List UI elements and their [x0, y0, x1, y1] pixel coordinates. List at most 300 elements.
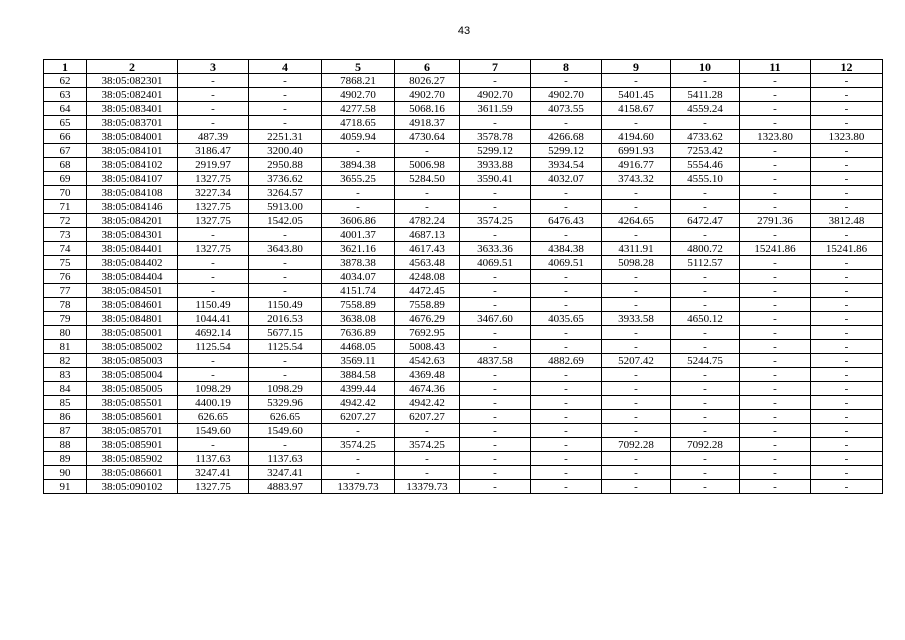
- table-cell: -: [531, 284, 602, 298]
- table-cell: 4559.24: [671, 102, 740, 116]
- table-cell: 4882.69: [531, 354, 602, 368]
- column-header-11: 11: [740, 60, 811, 74]
- table-cell: 4687.13: [395, 228, 460, 242]
- table-cell: -: [811, 88, 883, 102]
- table-cell: 3743.32: [602, 172, 671, 186]
- table-row: [44, 74, 883, 88]
- table-cell: -: [178, 102, 249, 116]
- table-cell: 15241.86: [740, 242, 811, 256]
- table-cell: -: [740, 326, 811, 340]
- table-cell: 38:05:090102: [87, 480, 178, 494]
- table-cell: 4837.58: [460, 354, 531, 368]
- table-cell: -: [671, 116, 740, 130]
- table-cell: 3574.25: [322, 438, 395, 452]
- table-cell: 3621.16: [322, 242, 395, 256]
- table-cell: 38:05:084201: [87, 214, 178, 228]
- table-cell: 4266.68: [531, 130, 602, 144]
- column-header-6: 6: [395, 60, 460, 74]
- table-cell: -: [531, 424, 602, 438]
- table-cell: 2016.53: [249, 312, 322, 326]
- table-cell: 5411.28: [671, 88, 740, 102]
- table-cell: 90: [44, 466, 87, 480]
- table-cell: 4718.65: [322, 116, 395, 130]
- table-cell: -: [671, 424, 740, 438]
- table-cell: -: [460, 200, 531, 214]
- table-cell: 72: [44, 214, 87, 228]
- table-row: [44, 228, 883, 242]
- table-cell: 3812.48: [811, 214, 883, 228]
- table-cell: 38:05:083401: [87, 102, 178, 116]
- table-cell: -: [531, 340, 602, 354]
- table-cell: 8026.27: [395, 74, 460, 88]
- table-cell: -: [178, 368, 249, 382]
- table-cell: -: [531, 466, 602, 480]
- table-cell: 71: [44, 200, 87, 214]
- table-cell: -: [249, 88, 322, 102]
- table-cell: 5244.75: [671, 354, 740, 368]
- table-cell: -: [811, 158, 883, 172]
- table-cell: -: [740, 382, 811, 396]
- table-cell: -: [671, 396, 740, 410]
- column-header-10: 10: [671, 60, 740, 74]
- table-cell: 5207.42: [602, 354, 671, 368]
- table-cell: -: [740, 466, 811, 480]
- table-cell: 38:05:084801: [87, 312, 178, 326]
- table-cell: -: [811, 74, 883, 88]
- table-cell: 38:05:085601: [87, 410, 178, 424]
- table-cell: 4942.42: [395, 396, 460, 410]
- table-cell: 3643.80: [249, 242, 322, 256]
- table-cell: -: [811, 382, 883, 396]
- table-cell: 3186.47: [178, 144, 249, 158]
- table-cell: -: [460, 284, 531, 298]
- table-cell: 5401.45: [602, 88, 671, 102]
- table-cell: 4733.62: [671, 130, 740, 144]
- table-cell: -: [531, 228, 602, 242]
- table-cell: 1327.75: [178, 480, 249, 494]
- table-cell: 38:05:085002: [87, 340, 178, 354]
- table-cell: 38:05:085004: [87, 368, 178, 382]
- table-cell: -: [602, 228, 671, 242]
- table-cell: -: [811, 270, 883, 284]
- table-cell: 6207.27: [322, 410, 395, 424]
- table-cell: -: [811, 256, 883, 270]
- table-cell: -: [602, 200, 671, 214]
- table-cell: -: [740, 228, 811, 242]
- table-cell: 1150.49: [178, 298, 249, 312]
- table-cell: 6207.27: [395, 410, 460, 424]
- table-cell: 38:05:085701: [87, 424, 178, 438]
- table-cell: 1044.41: [178, 312, 249, 326]
- table-cell: -: [460, 340, 531, 354]
- table-cell: 4073.55: [531, 102, 602, 116]
- table-cell: -: [811, 452, 883, 466]
- table-cell: -: [602, 452, 671, 466]
- table-cell: 1125.54: [249, 340, 322, 354]
- table-cell: -: [740, 354, 811, 368]
- table-cell: -: [811, 228, 883, 242]
- table-cell: 4918.37: [395, 116, 460, 130]
- column-header-8: 8: [531, 60, 602, 74]
- data-table: [43, 59, 883, 494]
- table-cell: -: [740, 74, 811, 88]
- table-cell: 68: [44, 158, 87, 172]
- table-cell: -: [811, 200, 883, 214]
- table-cell: 4472.45: [395, 284, 460, 298]
- table-cell: -: [811, 298, 883, 312]
- table-cell: -: [602, 74, 671, 88]
- table-cell: -: [460, 228, 531, 242]
- table-cell: 6991.93: [602, 144, 671, 158]
- table-cell: 1323.80: [740, 130, 811, 144]
- table-row: [44, 368, 883, 382]
- table-row: [44, 424, 883, 438]
- table-cell: -: [671, 466, 740, 480]
- table-cell: -: [740, 256, 811, 270]
- table-cell: -: [671, 186, 740, 200]
- table-cell: -: [249, 228, 322, 242]
- table-cell: -: [602, 116, 671, 130]
- table-cell: 82: [44, 354, 87, 368]
- table-cell: 75: [44, 256, 87, 270]
- table-cell: 4692.14: [178, 326, 249, 340]
- table-cell: 5284.50: [395, 172, 460, 186]
- table-cell: 4399.44: [322, 382, 395, 396]
- table-cell: 626.65: [178, 410, 249, 424]
- column-header-4: 4: [249, 60, 322, 74]
- table-cell: 3934.54: [531, 158, 602, 172]
- table-cell: -: [811, 102, 883, 116]
- table-cell: 5299.12: [531, 144, 602, 158]
- table-cell: 2950.88: [249, 158, 322, 172]
- table-cell: -: [249, 74, 322, 88]
- table-cell: 15241.86: [811, 242, 883, 256]
- table-cell: 13379.73: [395, 480, 460, 494]
- table-cell: -: [395, 466, 460, 480]
- table-cell: -: [395, 424, 460, 438]
- table-cell: 2919.97: [178, 158, 249, 172]
- table-cell: 4069.51: [531, 256, 602, 270]
- table-cell: 38:05:084301: [87, 228, 178, 242]
- table-cell: -: [671, 368, 740, 382]
- table-cell: 77: [44, 284, 87, 298]
- table-cell: 4617.43: [395, 242, 460, 256]
- table-cell: -: [531, 480, 602, 494]
- table-row: [44, 396, 883, 410]
- table-cell: -: [531, 298, 602, 312]
- table-cell: -: [531, 396, 602, 410]
- table-cell: 5006.98: [395, 158, 460, 172]
- table-row: [44, 200, 883, 214]
- table-cell: -: [671, 298, 740, 312]
- table-cell: -: [811, 284, 883, 298]
- table-cell: -: [249, 354, 322, 368]
- table-cell: 3638.08: [322, 312, 395, 326]
- table-cell: 1549.60: [249, 424, 322, 438]
- table-cell: 5008.43: [395, 340, 460, 354]
- table-row: [44, 214, 883, 228]
- table-cell: 38:05:085003: [87, 354, 178, 368]
- table-cell: 87: [44, 424, 87, 438]
- table-cell: 4151.74: [322, 284, 395, 298]
- table-cell: 3655.25: [322, 172, 395, 186]
- table-cell: -: [740, 144, 811, 158]
- table-cell: -: [671, 340, 740, 354]
- table-row: [44, 312, 883, 326]
- table-cell: 65: [44, 116, 87, 130]
- table-cell: -: [671, 200, 740, 214]
- table-cell: 3200.40: [249, 144, 322, 158]
- table-cell: 38:05:085005: [87, 382, 178, 396]
- table-cell: 3611.59: [460, 102, 531, 116]
- table-cell: -: [249, 256, 322, 270]
- table-cell: -: [460, 382, 531, 396]
- table-cell: -: [395, 144, 460, 158]
- table-cell: 38:05:085902: [87, 452, 178, 466]
- table-cell: 3578.78: [460, 130, 531, 144]
- table-cell: 1549.60: [178, 424, 249, 438]
- page-number: 43: [457, 25, 471, 37]
- table-cell: 73: [44, 228, 87, 242]
- table-cell: 5068.16: [395, 102, 460, 116]
- table-cell: -: [531, 186, 602, 200]
- table-cell: -: [740, 480, 811, 494]
- table-cell: 3633.36: [460, 242, 531, 256]
- table-cell: -: [460, 116, 531, 130]
- table-cell: 4902.70: [322, 88, 395, 102]
- table-cell: -: [811, 424, 883, 438]
- table-cell: 63: [44, 88, 87, 102]
- table-cell: 4782.24: [395, 214, 460, 228]
- table-cell: 3878.38: [322, 256, 395, 270]
- table-cell: 3247.41: [249, 466, 322, 480]
- table-cell: 3933.88: [460, 158, 531, 172]
- table-cell: 5112.57: [671, 256, 740, 270]
- table-cell: 66: [44, 130, 87, 144]
- table-cell: 1137.63: [178, 452, 249, 466]
- table-cell: 38:05:084404: [87, 270, 178, 284]
- table-cell: -: [178, 88, 249, 102]
- table-cell: 38:05:083701: [87, 116, 178, 130]
- column-header-2: 2: [87, 60, 178, 74]
- table-cell: -: [602, 396, 671, 410]
- table-cell: -: [460, 186, 531, 200]
- table-cell: 4035.65: [531, 312, 602, 326]
- table-cell: 4730.64: [395, 130, 460, 144]
- table-cell: -: [249, 102, 322, 116]
- table-cell: -: [811, 480, 883, 494]
- table-cell: 4384.38: [531, 242, 602, 256]
- table-cell: -: [531, 326, 602, 340]
- table-cell: -: [602, 368, 671, 382]
- table-cell: -: [811, 326, 883, 340]
- table-row: [44, 438, 883, 452]
- table-cell: -: [811, 396, 883, 410]
- table-cell: 38:05:082401: [87, 88, 178, 102]
- table-row: [44, 340, 883, 354]
- table-cell: -: [322, 424, 395, 438]
- table-cell: 7692.95: [395, 326, 460, 340]
- table-cell: -: [740, 340, 811, 354]
- table-cell: -: [740, 424, 811, 438]
- table-cell: -: [811, 116, 883, 130]
- table-cell: -: [178, 438, 249, 452]
- table-cell: -: [249, 284, 322, 298]
- table-cell: 4194.60: [602, 130, 671, 144]
- table-cell: 4264.65: [602, 214, 671, 228]
- table-cell: 4032.07: [531, 172, 602, 186]
- table-cell: 3606.86: [322, 214, 395, 228]
- table-cell: 38:05:084402: [87, 256, 178, 270]
- table-cell: 4800.72: [671, 242, 740, 256]
- table-cell: -: [249, 116, 322, 130]
- table-cell: 3247.41: [178, 466, 249, 480]
- table-cell: -: [740, 270, 811, 284]
- table-cell: -: [531, 116, 602, 130]
- table-cell: 1137.63: [249, 452, 322, 466]
- table-cell: 69: [44, 172, 87, 186]
- table-cell: 1327.75: [178, 200, 249, 214]
- table-cell: -: [740, 396, 811, 410]
- table-cell: -: [671, 74, 740, 88]
- table-row: [44, 410, 883, 424]
- table-cell: 78: [44, 298, 87, 312]
- table-cell: 84: [44, 382, 87, 396]
- table-row: [44, 326, 883, 340]
- table-cell: 6476.43: [531, 214, 602, 228]
- table-cell: 4542.63: [395, 354, 460, 368]
- table-cell: 4069.51: [460, 256, 531, 270]
- table-cell: -: [602, 480, 671, 494]
- table-cell: 7253.42: [671, 144, 740, 158]
- table-row: [44, 102, 883, 116]
- table-cell: 3736.62: [249, 172, 322, 186]
- table-cell: 7092.28: [671, 438, 740, 452]
- table-cell: 4676.29: [395, 312, 460, 326]
- table-cell: -: [811, 368, 883, 382]
- table-cell: 4034.07: [322, 270, 395, 284]
- table-cell: 4883.97: [249, 480, 322, 494]
- table-cell: -: [178, 74, 249, 88]
- table-cell: -: [740, 158, 811, 172]
- table-cell: -: [460, 424, 531, 438]
- table-cell: 7868.21: [322, 74, 395, 88]
- table-cell: -: [811, 438, 883, 452]
- table-cell: -: [460, 410, 531, 424]
- table-cell: -: [460, 368, 531, 382]
- table-cell: -: [178, 284, 249, 298]
- table-cell: 70: [44, 186, 87, 200]
- table-cell: -: [531, 452, 602, 466]
- table-cell: -: [322, 452, 395, 466]
- table-cell: -: [602, 284, 671, 298]
- table-cell: 3569.11: [322, 354, 395, 368]
- table-cell: 38:05:084501: [87, 284, 178, 298]
- table-cell: -: [602, 424, 671, 438]
- table-cell: 3590.41: [460, 172, 531, 186]
- table-cell: 80: [44, 326, 87, 340]
- table-cell: -: [460, 326, 531, 340]
- table-cell: 38:05:085501: [87, 396, 178, 410]
- table-cell: -: [740, 298, 811, 312]
- table-cell: -: [602, 298, 671, 312]
- table-cell: 4674.36: [395, 382, 460, 396]
- table-cell: -: [740, 368, 811, 382]
- table-cell: 5913.00: [249, 200, 322, 214]
- table-cell: 3227.34: [178, 186, 249, 200]
- table-cell: -: [811, 354, 883, 368]
- table-cell: 38:05:084146: [87, 200, 178, 214]
- table-cell: -: [602, 270, 671, 284]
- table-cell: 1150.49: [249, 298, 322, 312]
- table-cell: -: [531, 438, 602, 452]
- table-row: [44, 144, 883, 158]
- table-cell: 1125.54: [178, 340, 249, 354]
- table-cell: -: [740, 312, 811, 326]
- table-cell: -: [671, 382, 740, 396]
- table-row: [44, 480, 883, 494]
- table-row: [44, 452, 883, 466]
- column-header-3: 3: [178, 60, 249, 74]
- table-cell: 4277.58: [322, 102, 395, 116]
- table-cell: 4563.48: [395, 256, 460, 270]
- table-cell: -: [740, 200, 811, 214]
- table-cell: 91: [44, 480, 87, 494]
- column-header-9: 9: [602, 60, 671, 74]
- table-row: [44, 466, 883, 480]
- table-cell: 38:05:084001: [87, 130, 178, 144]
- table-cell: -: [740, 452, 811, 466]
- column-header-5: 5: [322, 60, 395, 74]
- table-cell: -: [178, 354, 249, 368]
- table-cell: 62: [44, 74, 87, 88]
- table-row: [44, 130, 883, 144]
- table-cell: 38:05:084107: [87, 172, 178, 186]
- table-cell: 4942.42: [322, 396, 395, 410]
- table-row: [44, 242, 883, 256]
- table-row: [44, 256, 883, 270]
- table-cell: -: [249, 270, 322, 284]
- table-cell: -: [178, 228, 249, 242]
- table-cell: 3574.25: [395, 438, 460, 452]
- table-cell: -: [811, 144, 883, 158]
- table-cell: -: [322, 466, 395, 480]
- table-row: [44, 284, 883, 298]
- table-cell: -: [740, 102, 811, 116]
- header-row: [44, 60, 883, 74]
- table-cell: 3884.58: [322, 368, 395, 382]
- table-cell: -: [811, 340, 883, 354]
- table-cell: -: [740, 116, 811, 130]
- table-cell: -: [249, 438, 322, 452]
- table-row: [44, 158, 883, 172]
- table-cell: 74: [44, 242, 87, 256]
- table-cell: 88: [44, 438, 87, 452]
- table-cell: 38:05:084108: [87, 186, 178, 200]
- table-cell: -: [602, 382, 671, 396]
- table-cell: 86: [44, 410, 87, 424]
- table-cell: 6472.47: [671, 214, 740, 228]
- table-cell: -: [460, 396, 531, 410]
- table-cell: -: [460, 74, 531, 88]
- table-cell: -: [322, 186, 395, 200]
- column-header-1: 1: [44, 60, 87, 74]
- table-cell: -: [740, 410, 811, 424]
- table-cell: -: [740, 284, 811, 298]
- column-header-12: 12: [811, 60, 883, 74]
- table-cell: -: [602, 186, 671, 200]
- table-cell: 64: [44, 102, 87, 116]
